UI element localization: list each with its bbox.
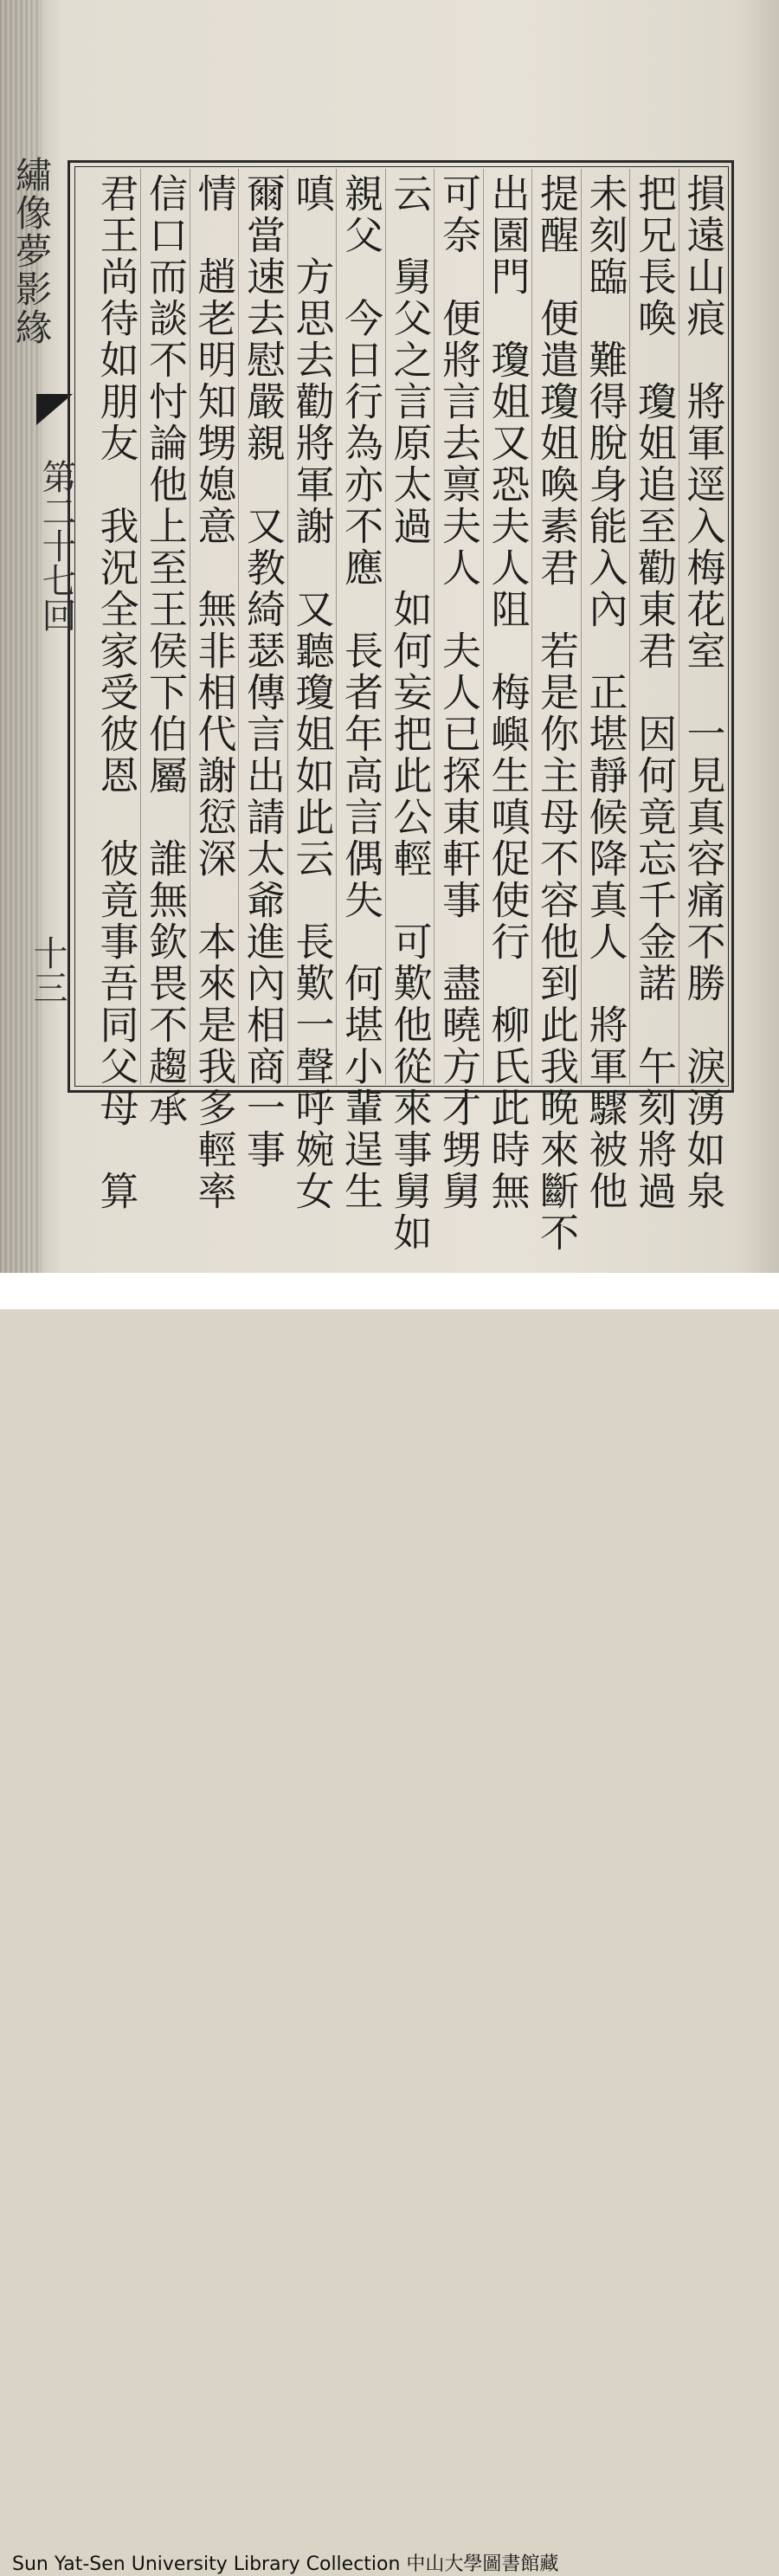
column-rule [385,169,386,1085]
text-column: 未刻臨 難得脫身能入內 正堪靜候降真人 將軍驟被他 [582,173,628,1212]
column-rule [140,169,141,1085]
library-caption: Sun Yat-Sen University Library Collection 中山大學圖書館藏 [12,2553,559,2575]
text-column: 君王尚待如朋友 我況全家受彼恩 彼竟事吾同父母 算 [93,173,139,1212]
text-column: 信口而談不忖論他上至王侯下伯屬 誰無欽畏不趨承 [142,173,188,1129]
column-rule [287,169,288,1085]
column-rule [238,169,239,1085]
column-rule [531,169,532,1085]
margin-folio-number: 十三 [28,935,68,1004]
text-column: 可奈 便將言去禀夫人 夫人已探東軒事 盡曉方才甥舅 [435,173,481,1212]
margin-book-title: 繡像夢影緣 [10,156,53,346]
column-rule [434,169,435,1085]
footer-bar [0,1273,779,2575]
column-rule [336,169,337,1085]
text-column: 把兄長喚 瓊姐追至勸東君 因何竟忘千金諾 午刻將過 [631,173,677,1212]
column-rule [581,169,582,1085]
text-column: 云 舅父之言原太過 如何妄把此公輕 可歎他從來事舅如 [386,173,433,1254]
text-column: 情 趙老明知甥媳意 無非相代謝愆深 本來是我多輕率 [190,173,237,1212]
text-column: 嗔 方思去勸將軍謝 又聽瓊姐如此云 長歎一聲呼婉女 [288,173,335,1212]
text-column: 親父 今日行為亦不應 長者年高言偶失 何堪小輩逞生 [338,173,383,1212]
margin-chapter-label: 第二十七回 [36,459,76,632]
text-column: 爾當速去慰嚴親 又教綺瑟傳言出請太爺進內相商一事 [240,173,286,1171]
text-column: 提醒 便遣瓊姐喚素君 若是你主母不容他到此我晚來斷不 [533,173,579,1254]
text-column: 出園門 瓊姐又恐夫人阻 梅嶼生嗔促使行 柳氏此時無 [484,173,531,1212]
column-rule [629,169,630,1085]
text-column: 損遠山痕 將軍逕入梅花室 一見真容痛不勝 淚湧如泉 [679,173,726,1212]
column-rule [483,169,484,1085]
